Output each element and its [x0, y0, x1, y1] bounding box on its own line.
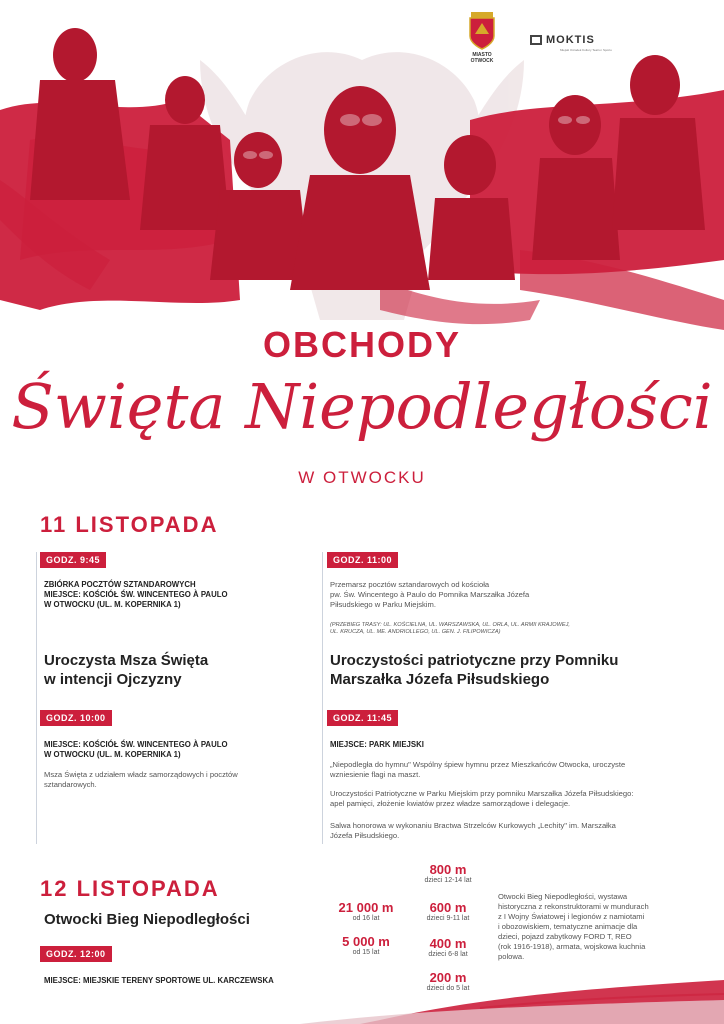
time-badge-1145: GODZ. 11:45	[327, 710, 398, 726]
city-logo-caption: MIASTO OTWOCK	[470, 52, 494, 64]
ceremony-title: Uroczystości patriotyczne przy Pomniku Marszałka Józefa Piłsudskiego	[330, 652, 619, 688]
moktis-logo[interactable]: MOKTIS	[530, 34, 595, 46]
run-title: Otwocki Bieg Niepodległości	[44, 911, 250, 928]
time-badge-1200: GODZ. 12:00	[40, 946, 112, 962]
bottom-brush-strokes	[0, 960, 724, 1024]
gathering-info: ZBIÓRKA POCZTÓW SZTANDAROWYCH MIEJSCE: KOŚCIÓŁ ŚW. WINCENTEGO À PAULO W OTWOCKU (UL. M. KOPERNIKA 1)	[44, 580, 228, 609]
day1-label: 11 LISTOPADA	[40, 512, 219, 537]
moktis-subtitle: Miejski Ośrodek Kultury Teatru i Sportu	[560, 48, 612, 52]
ceremony-para2: Uroczystości Patriotyczne w Parku Miejskim przy pomniku Marszałka Józefa Piłsudskiego: apel pamięci, złożenie kwiatów przez władze samorządowe i delegacje.	[330, 789, 634, 808]
time-badge-1000: GODZ. 10:00	[40, 710, 112, 726]
run-place: MIEJSCE: MIEJSKIE TERENY SPORTOWE UL. KARCZEWSKA	[44, 976, 274, 985]
city-crest-icon	[467, 10, 497, 50]
title-w-otwocku: W OTWOCKU	[298, 468, 426, 487]
left-column-divider	[36, 552, 37, 844]
moktis-mark-icon	[530, 35, 542, 45]
race-5000: 5 000 m od 15 lat	[342, 934, 390, 956]
march-description: Przemarsz pocztów sztandarowych od kościoła pw. Św. Wincentego à Paulo do Pomnika Marszałka Józefa Piłsudskiego w Parku Miejskim.	[330, 580, 530, 609]
mass-place: MIEJSCE: KOŚCIÓŁ ŚW. WINCENTEGO À PAULO W OTWOCKU (UL. M. KOPERNIKA 1)	[44, 740, 228, 759]
march-route: (PRZEBIEG TRASY: UL. KOŚCIELNA, UL. WARSZAWSKA, UL. ORLA, UL. ARMII KRAJOWEJ, UL. KRUCZA, UL. ME. ANDRIOLLEGO, UL. GEN. J. FILIPOWICZA)	[330, 622, 570, 635]
time-badge-1100: GODZ. 11:00	[327, 552, 398, 568]
city-logo[interactable]	[462, 10, 502, 64]
race-21000: 21 000 m od 16 lat	[338, 900, 394, 922]
run-description: Otwocki Bieg Niepodległości, wystawa historyczna z rekonstruktorami w mundurach z I Wojny Światowej i legionów z namiotami i obozowiskiem, tematyczne animacje dla dzieci, pojazd zabytkowy FORD T, REO (rok 1916-1918), armata, wojskowa kuchnia polowa.	[498, 892, 649, 961]
right-column-divider	[322, 552, 323, 844]
ceremony-para3: Salwa honorowa w wykonaniu Bractwa Strzelców Kurkowych „Lechity" im. Marszałka Józefa Piłsudskiego.	[330, 821, 616, 840]
race-800: 800 m dzieci 12-14 lat	[424, 862, 472, 884]
mass-description: Msza Święta z udziałem władz samorządowych i pocztów sztandarowych.	[44, 770, 238, 789]
race-400: 400 m dzieci 6-8 lat	[428, 936, 468, 958]
race-600: 600 m dzieci 9-11 lat	[426, 900, 470, 922]
day2-label: 12 LISTOPADA	[40, 876, 220, 901]
ceremony-place: MIEJSCE: PARK MIEJSKI	[330, 740, 424, 749]
title-swieta: Święta Niepodległości	[11, 370, 713, 443]
ceremony-para1: „Niepodległa do hymnu" Wspólny śpiew hymnu przez Mieszkańców Otwocka, uroczyste wzniesienie flagi na maszt.	[330, 760, 626, 779]
race-200: 200 m dzieci do 5 lat	[426, 970, 470, 992]
mass-title: Uroczysta Msza Święta w intencji Ojczyzny	[44, 652, 209, 688]
time-badge-945: GODZ. 9:45	[40, 552, 106, 568]
title-obchody: OBCHODY	[262, 324, 461, 365]
